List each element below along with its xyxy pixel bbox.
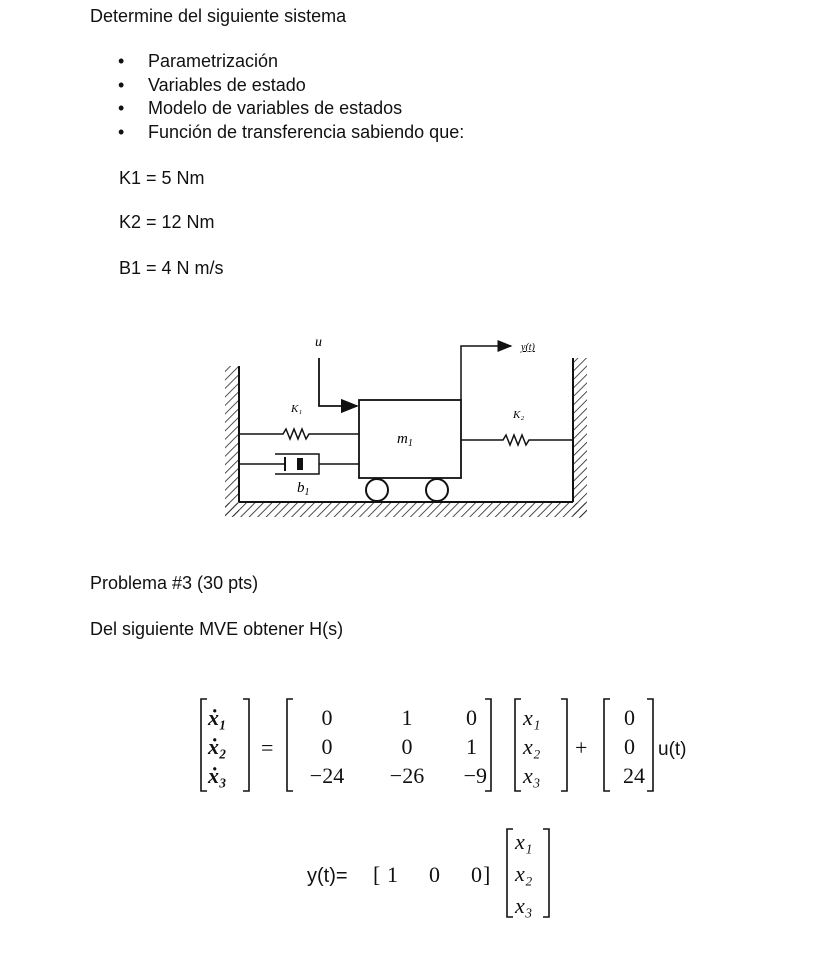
input-arrow — [319, 358, 357, 406]
spring-k1 — [239, 429, 359, 439]
a-22: 0 — [401, 734, 413, 759]
state-equation — [195, 695, 715, 800]
a-32: −26 — [389, 763, 425, 788]
right-wall-hatch — [573, 358, 587, 518]
lhs-x2dot: ẋ₂ — [208, 734, 227, 759]
wheel — [366, 479, 388, 501]
input-u: u(t) — [658, 739, 687, 760]
a-13: 0 — [466, 705, 477, 730]
c-1: 1 — [387, 862, 398, 887]
svg-text:=: = — [261, 735, 274, 760]
a-31: −24 — [309, 763, 345, 788]
c-2: 0 — [429, 862, 440, 887]
input-label: u — [315, 335, 322, 350]
wheel — [426, 479, 448, 501]
x-3: x₃ — [523, 763, 541, 788]
output-equation — [305, 825, 565, 920]
b-3: 24 — [623, 763, 645, 788]
k1-label: K₁ — [291, 403, 303, 415]
a-33: −9 — [463, 763, 487, 788]
output-lhs: y(t)= — [307, 865, 348, 887]
x-1: x₁ — [523, 705, 541, 730]
bullet-item: • Modelo de variables de estados — [118, 97, 464, 121]
x-2: x₂ — [523, 734, 541, 759]
y-x-1: x₁ — [515, 829, 533, 854]
param-k1: K1 = 5 Nm — [119, 168, 205, 188]
a-21: 0 — [321, 734, 333, 759]
mass-label: $m_1$ — [397, 431, 413, 449]
lhs-x3dot: ẋ₃ — [208, 763, 227, 788]
spring-k2 — [461, 435, 573, 445]
problem-title: Problema #3 (30 pts) — [90, 573, 259, 593]
b-1: 0 — [624, 705, 635, 730]
param-k2: K2 = 12 Nm — [119, 212, 215, 232]
intro-text: Determine del siguiente sistema — [90, 6, 347, 26]
c-3: 0 — [471, 862, 482, 887]
b-2: 0 — [624, 734, 635, 759]
svg-text:[: [ — [373, 862, 381, 887]
a-12: 1 — [401, 705, 413, 730]
mass-spring-damper-diagram — [215, 330, 595, 530]
lhs-x1dot: ẋ₁ — [208, 705, 227, 730]
bullet-item: • Parametrización — [118, 50, 464, 74]
output-label: y(t) — [521, 342, 535, 353]
bullet-item: • Variables de estado — [118, 74, 464, 98]
left-wall-hatch — [225, 366, 239, 516]
problem-text: Del siguiente MVE obtener H(s) — [90, 619, 344, 639]
output-arrow — [461, 346, 511, 400]
k2-label: K₂ — [513, 409, 525, 421]
svg-text:+: + — [575, 735, 588, 760]
a-11: 0 — [321, 705, 333, 730]
param-b1: B1 = 4 N m/s — [119, 258, 224, 278]
y-x-2: x₂ — [515, 861, 533, 886]
a-23: 1 — [466, 734, 477, 759]
y-x-3: x₃ — [515, 893, 533, 918]
svg-text:]: ] — [483, 862, 491, 887]
bullet-list — [118, 50, 464, 144]
bullet-item: • Función de transferencia sabiendo que: — [118, 121, 464, 145]
floor-hatch — [225, 503, 587, 517]
b1-label: $b_1$ — [297, 480, 310, 498]
